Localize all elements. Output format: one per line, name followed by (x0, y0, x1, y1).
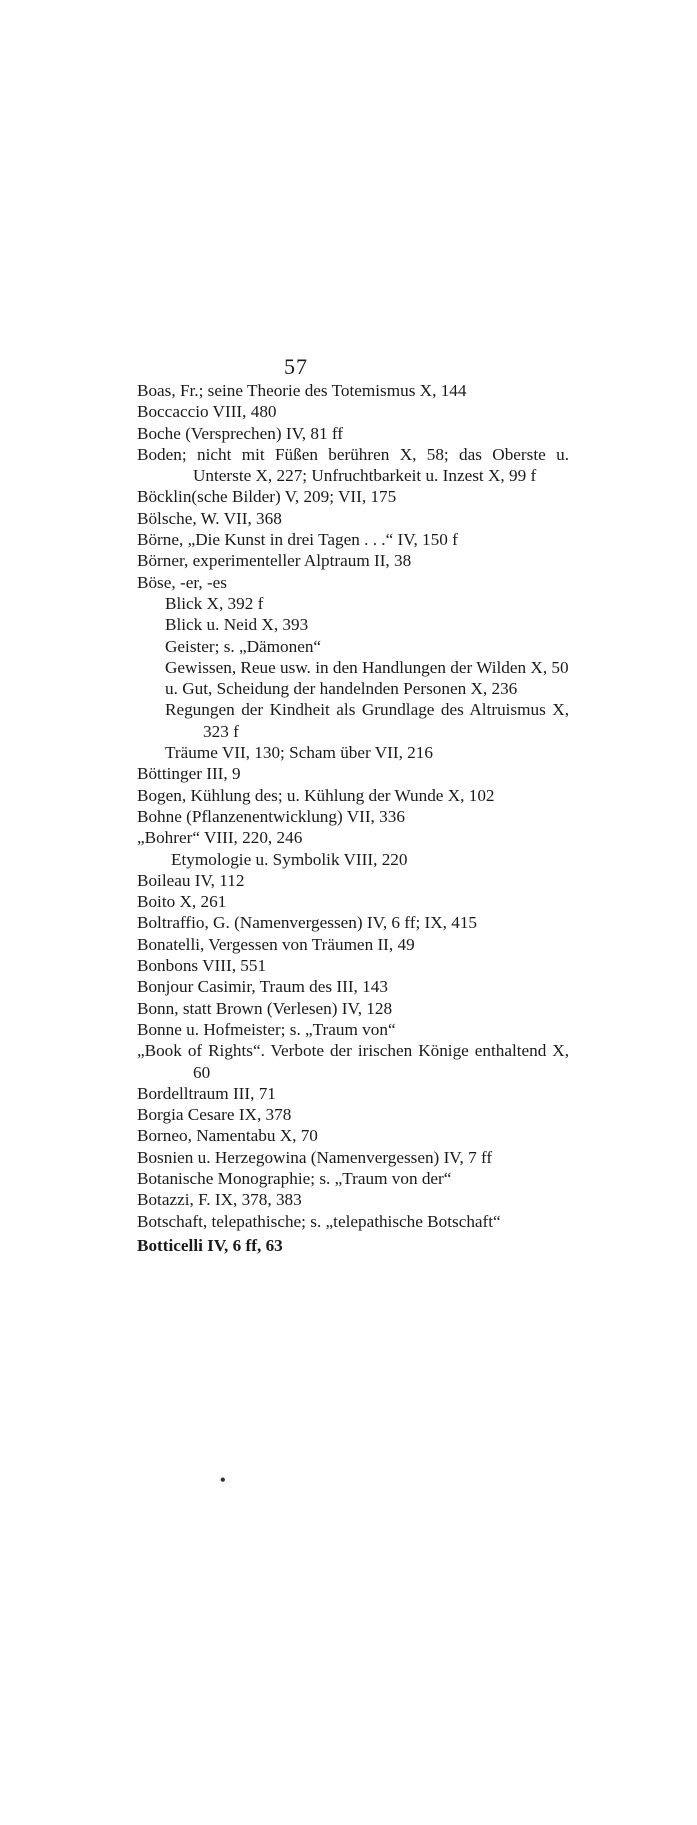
index-entry: Boas, Fr.; seine Theorie des Totemismus X, 144 (137, 381, 467, 400)
index-entry: Bohne (Pflanzenentwicklung) VII, 336 (137, 806, 405, 826)
index-entry: Börner, experimenteller Alptraum II, 38 (137, 551, 412, 571)
index-entry: Bonbons VIII, 551 (137, 956, 267, 976)
index-entry: Bonjour Casimir, Traum des III, 143 (137, 977, 388, 997)
index-entry: Boileau IV, 112 (137, 870, 245, 890)
index-entry: Boltraffio, G. (Namenvergessen) IV, 6 ff; IX, 415 (137, 913, 478, 933)
index-entry: Botticelli IV, 6 ff, 63 (137, 1235, 283, 1255)
index-subentry: Etymologie u. Symbolik VIII, 220 (171, 849, 408, 869)
index-entry: Bogen, Kühlung des; u. Kühlung der Wunde X, 102 (137, 785, 495, 805)
index-entry: Böttinger III, 9 (137, 764, 241, 784)
index-entry: Boccaccio VIII, 480 (137, 402, 277, 422)
index-entry: Boden; nicht mit Füßen berühren X, 58; das Oberste u. Unterste X, 227; Unfruchtbarkeit u. Inzest X, 99 f (137, 444, 569, 486)
index-entry: Borneo, Namentabu X, 70 (137, 1126, 318, 1146)
index-entry-list (137, 380, 569, 1256)
index-subentry: u. Gut, Scheidung der handelnden Personen X, 236 (165, 679, 518, 699)
page-number: 57 (284, 354, 308, 379)
index-entry: Böse, -er, -es (137, 572, 227, 592)
index-entry: Bosnien u. Herzegowina (Namenvergessen) IV, 7 ff (137, 1147, 493, 1167)
index-subentry: Träume VII, 130; Scham über VII, 216 (165, 743, 433, 763)
index-entry: Botschaft, telepathische; s. „telepathische Botschaft“ (137, 1211, 501, 1231)
index-entry: Bonatelli, Vergessen von Träumen II, 49 (137, 934, 415, 954)
index-entry: Böcklin(sche Bilder) V, 209; VII, 175 (137, 487, 397, 507)
index-entry: Bonn, statt Brown (Verlesen) IV, 128 (137, 998, 393, 1018)
stray-ink-mark: • (220, 1472, 226, 1489)
index-entry: „Book of Rights“. Verbote der irischen Könige enthaltend X, 60 (137, 1041, 569, 1082)
index-entry: Borgia Cesare IX, 378 (137, 1105, 292, 1125)
index-entry: „Bohrer“ VIII, 220, 246 (137, 828, 303, 848)
index-entry: Bordelltraum III, 71 (137, 1083, 276, 1103)
index-subentry: Blick X, 392 f (165, 593, 264, 613)
index-entry: Bonne u. Hofmeister; s. „Traum von“ (137, 1019, 396, 1039)
index-entry: Botazzi, F. IX, 378, 383 (137, 1190, 302, 1210)
index-entry: Börne, „Die Kunst in drei Tagen . . .“ IV, 150 f (137, 530, 458, 550)
index-subentry: Blick u. Neid X, 393 (165, 615, 309, 635)
index-subentry: Gewissen, Reue usw. in den Handlungen der Wilden X, 50 (165, 657, 569, 677)
index-entry: Bölsche, W. VII, 368 (137, 508, 282, 528)
index-subentry: Geister; s. „Dämonen“ (165, 636, 322, 656)
index-entry: Boito X, 261 (137, 892, 227, 912)
index-entry: Boche (Versprechen) IV, 81 ff (137, 423, 344, 443)
index-subentry: Regungen der Kindheit als Grundlage des Altruismus X, 323 f (165, 700, 569, 741)
index-entry: Botanische Monographie; s. „Traum von der“ (137, 1168, 452, 1188)
